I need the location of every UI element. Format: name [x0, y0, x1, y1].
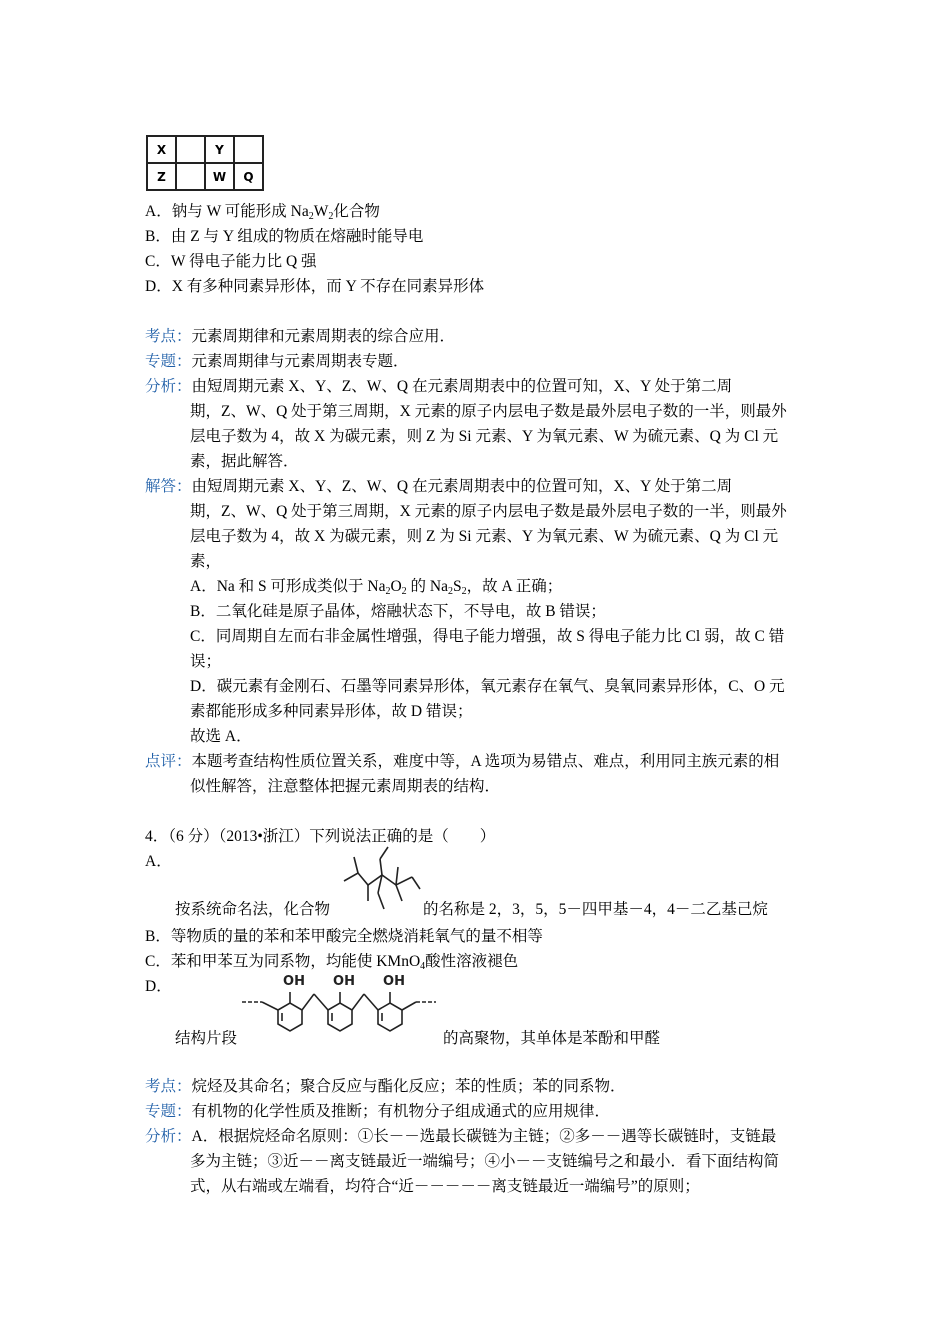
periodic-table-fragment — [146, 135, 264, 191]
q3-kaodian: 考点：元素周期律和元素周期表的综合应用． — [145, 328, 456, 345]
q4-fenxi-line: 多为主链；③近－－离支链最近一端编号；④小－－支链编号之和最小．看下面结构简 — [190, 1153, 780, 1170]
cell-w: W — [205, 163, 234, 190]
fenxi-label: 分析： — [145, 1128, 192, 1145]
option-d: D．X 有多种同素异形体，而 Y 不存在同素异形体 — [145, 278, 485, 295]
kaodian-label: 考点： — [145, 328, 192, 345]
cell-empty — [176, 136, 205, 163]
option-c: C．W 得电子能力比 Q 强 — [145, 253, 317, 270]
q4-kaodian: 考点：烷烃及其命名；聚合反应与酯化反应；苯的性质；苯的同系物． — [145, 1078, 626, 1095]
alkane-skeletal-formula — [340, 837, 430, 917]
polymer-structure-fragment — [240, 970, 440, 1055]
q3-fenxi-line: 期，Z、W、Q 处于第三周期，X 元素的原子内层电子数是最外层电子数的一半，则最外 — [190, 403, 787, 420]
q3-answer-a: A．Na 和 S 可形成类似于 $Na_2O_2$ 的 $Na_2S_2$，故 A 正确； — [190, 578, 563, 597]
zhuanti-label: 专题： — [145, 1103, 192, 1120]
cell-empty — [176, 163, 205, 190]
q4-fenxi-line: 式，从右端或左端看，均符合“近－－－－－离支链最近一端编号”的原则； — [190, 1178, 700, 1195]
oh-label: OH — [283, 974, 305, 989]
fenxi-label: 分析： — [145, 378, 192, 395]
q3-zhuanti: 专题：元素周期律与元素周期表专题． — [145, 353, 409, 370]
q4-option-c: C．苯和甲苯互为同系物，均能使 KMnO$_4$酸性溶液褪色 — [145, 953, 519, 972]
q4-fenxi: 分析：A．根据烷烃命名原则：①长－－选最长碳链为主链；②多－－遇等长碳链时，支链最 — [145, 1128, 777, 1145]
q4-option-b: B．等物质的量的苯和苯甲酸完全燃烧消耗氧气的量不相等 — [145, 928, 543, 945]
q3-dianping-line: 似性解答，注意整体把握元素周期表的结构． — [190, 778, 501, 795]
dianping-label: 点评： — [145, 753, 192, 770]
q3-jieda-line: 期，Z、W、Q 处于第三周期，X 元素的原子内层电子数是最外层电子数的一半，则最外 — [190, 503, 787, 520]
q4-option-d-left: 结构片段 — [175, 1030, 238, 1047]
jieda-label: 解答： — [145, 478, 192, 495]
q4-option-d-letter: D． — [145, 978, 172, 995]
cell-q: Q — [234, 163, 263, 190]
zhuanti-label: 专题： — [145, 353, 192, 370]
q4-option-a-letter: A． — [145, 853, 172, 870]
oh-label: OH — [383, 974, 405, 989]
q3-jieda-line: 素， — [190, 553, 222, 570]
q3-conclusion: 故选 A． — [190, 728, 252, 745]
cell-z: Z — [147, 163, 176, 190]
cell-y: Y — [205, 136, 234, 163]
q4-option-d-right: 的高聚物，其单体是苯酚和甲醛 — [443, 1030, 661, 1047]
kaodian-label: 考点： — [145, 1078, 192, 1095]
q3-fenxi-line: 层电子数为 4，故 X 为碳元素，则 Z 为 Si 元素、Y 为氧元素、W 为硫元素、Q 为 Cl 元 — [190, 428, 779, 445]
q4-zhuanti: 专题：有机物的化学性质及推断；有机物分子组成通式的应用规律． — [145, 1103, 611, 1120]
option-b: B．由 Z 与 Y 组成的物质在熔融时能导电 — [145, 228, 424, 245]
q3-fenxi-line: 素，据此解答． — [190, 453, 299, 470]
q3-fenxi: 分析：由短周期元素 X、Y、Z、W、Q 在元素周期表中的位置可知，X、Y 处于第二周 — [145, 378, 733, 395]
q3-jieda-line: 层电子数为 4，故 X 为碳元素，则 Z 为 Si 元素、Y 为氧元素、W 为硫元素、Q 为 Cl 元 — [190, 528, 779, 545]
q3-answer-b: B．二氧化硅是原子晶体，熔融状态下，不导电，故 B 错误； — [190, 603, 606, 620]
q4-option-a-left: 按系统命名法，化合物 — [175, 901, 331, 918]
oh-label: OH — [333, 974, 355, 989]
cell-empty — [234, 136, 263, 163]
cell-x: X — [147, 136, 176, 163]
q3-answer-d: D．碳元素有金刚石、石墨等同素异形体，氧元素存在氧气、臭氧同素异形体，C、O 元 — [190, 678, 785, 695]
q3-jieda: 解答：由短周期元素 X、Y、Z、W、Q 在元素周期表中的位置可知，X、Y 处于第二周 — [145, 478, 733, 495]
option-a: A．钠与 W 可能形成 $Na_2W_2$化合物 — [145, 203, 380, 222]
q3-dianping: 点评：本题考查结构性质位置关系，难度中等，A 选项为易错点、难点，利用同主族元素的相 — [145, 753, 780, 770]
q3-answer-c: C．同周期自左而右非金属性增强，得电子能力增强，故 S 得电子能力比 Cl 弱，故 C 错 — [190, 628, 785, 645]
q4-option-a-right: 的名称是 2，3，5，5－四甲基－4，4－二乙基己烷 — [423, 901, 768, 918]
q3-answer-c-cont: 误； — [190, 653, 222, 670]
q3-answer-d-cont: 素都能形成多种同素异形体，故 D 错误； — [190, 703, 473, 720]
q4-stem: 4．（6 分）（2013•浙江）下列说法正确的是（ ） — [145, 828, 496, 845]
